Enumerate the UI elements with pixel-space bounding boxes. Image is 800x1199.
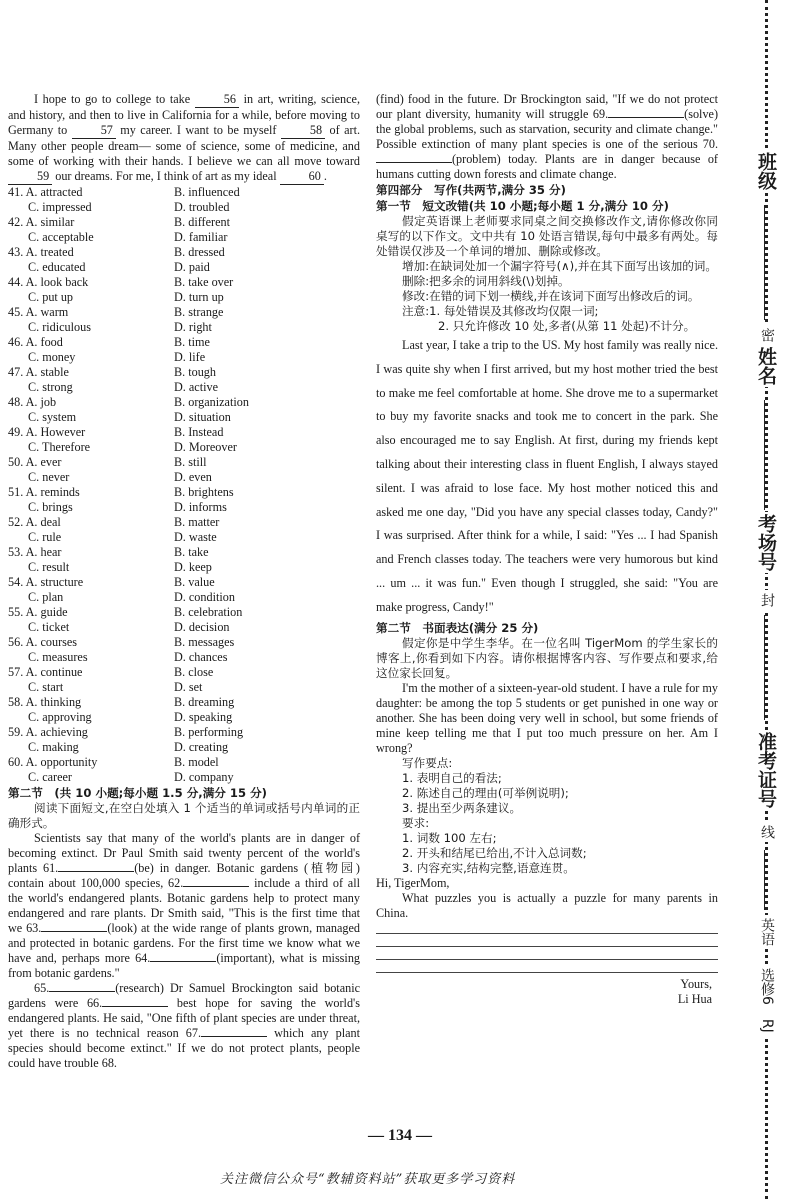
- option-a: 50. A. ever: [8, 455, 62, 469]
- option-c: C. measures: [28, 650, 88, 664]
- option-a: 56. A. courses: [8, 635, 78, 649]
- option-c: C. plan: [28, 590, 64, 604]
- writing-points: 写作要点: 1. 表明自己的看法; 2. 陈述自己的理由(可举例说明); 3. 提出至少两条建议。 要求: 1. 词数 100 左右; 2. 开头和结尾已给出,不计入总词数; 3. 内容充实,结构完整,语意连贯。: [402, 755, 587, 875]
- answer-lines: [376, 921, 718, 973]
- option-d: D. speaking: [174, 710, 233, 724]
- opening-line: What puzzles you is actually a puzzle for many parents in China.: [376, 890, 718, 920]
- option-row: [8, 365, 360, 380]
- room-field-line: [764, 615, 765, 720]
- grammar-paragraph-1: Scientists say that many of the world's plants are in danger of becoming extinct. Dr Paul Smith said twenty percent of the world's plants 61. (be) in danger. Botanic gardens (植物园) contain about 100,000 species, 62. include a third of all the world's endangered plants. Botanic gardens help to protect many endangered and rare plants. Dr Smith said, "This is the first time that we 63. (look) at the wide range of plants grown, managed and protected in botanic gardens. For the first time we know what we have and, perhaps more 64. (important), what is missing from botanic gardens.": [8, 831, 361, 980]
- binding-strip: [727, 0, 800, 1199]
- option-a: 57. A. continue: [8, 665, 83, 679]
- option-b: B. messages: [174, 635, 235, 649]
- option-row: [8, 530, 360, 545]
- name-label: 姓名: [753, 345, 780, 387]
- option-c: C. Therefore: [28, 440, 91, 454]
- option-row: [8, 740, 360, 755]
- option-d: D. paid: [174, 260, 210, 274]
- option-row: [8, 350, 360, 365]
- option-a: 41. A. attracted: [8, 185, 83, 199]
- option-d: D. right: [174, 320, 212, 334]
- option-d: D. condition: [174, 590, 235, 604]
- option-d: D. decision: [174, 620, 230, 634]
- option-d: D. waste: [174, 530, 217, 544]
- option-row: [8, 575, 360, 590]
- writing-section-header: 第二节 书面表达(满分 25 分): [376, 620, 539, 635]
- seat-label: 准考证号: [753, 730, 780, 810]
- option-a: 45. A. warm: [8, 305, 69, 319]
- option-row: [8, 290, 360, 305]
- subject-label: 英语: [757, 915, 777, 949]
- option-row: [8, 545, 360, 560]
- error-correction-intro: 假定英语课上老师要求同桌之间交换修改作文,请你修改你同桌写的以下作文。文中共有 10 处语言错误,每句中最多有两处。每处错误仅涉及一个单词的增加、删除或修改。: [376, 214, 718, 258]
- option-row: [8, 305, 360, 320]
- option-row: [8, 260, 360, 275]
- note-1: 注意:1. 每处错误及其修改均仅限一词;: [402, 304, 599, 318]
- grammar-section-header: 第二节 (共 10 小题;每小题 1.5 分,满分 15 分): [8, 786, 267, 800]
- option-row: [8, 440, 360, 455]
- option-row: [8, 665, 360, 680]
- option-row: [8, 560, 360, 575]
- option-c: C. never: [28, 470, 70, 484]
- answer-line: [376, 921, 718, 934]
- option-c: C. making: [28, 740, 79, 754]
- option-b: B. dreaming: [174, 695, 235, 709]
- book-label: 选修6 RJ: [757, 965, 777, 1036]
- option-b: B. time: [174, 335, 210, 349]
- option-c: C. approving: [28, 710, 92, 724]
- option-row: [8, 200, 360, 215]
- greeting: Hi, TigerMom,: [376, 875, 450, 890]
- option-row: [8, 605, 360, 620]
- cloze-passage-end: I hope to go to college to take 56 in art, writing, science, and history, and then to live in California for a while, before moving to Germany to 57 my career. I want to be myself 58 of art. Many other people dream— some of science, some of medicine, and some of working with their hands. I believe we can all move toward 59 our dreams. For me, I think of art as my ideal 60 .: [8, 92, 361, 183]
- option-d: D. informs: [174, 500, 227, 514]
- option-d: D. keep: [174, 560, 212, 574]
- option-b: B. still: [174, 455, 207, 469]
- option-row: [8, 185, 360, 200]
- option-b: B. different: [174, 215, 230, 229]
- option-b: B. take: [174, 545, 209, 559]
- option-d: D. situation: [174, 410, 231, 424]
- error-correction-essay: Last year, I take a trip to the US. My host family was really nice. I was quite shy when I first arrived, but my host mother tried the best to make me feel comfortable at home. She drove me to a supermarket to buy my favorite snacks and took me to concert in the park. She also encouraged me to say English. At first, during my friends kept talking about their interesting class in fluent English, I always stayed silent. I was afraid to lose face. My host mother noticed this and asked me one day, "Did you have any special classes today, Candy?" I was surprised. After think for a while, I said: "Yes ... I had Spanish and French classes today. The teachers were very humorous but kind ... um ... it was fun." Even though I struggled, she said: "You are make progress, Candy!": [376, 338, 718, 614]
- option-a: 47. A. stable: [8, 365, 69, 379]
- option-row: [8, 395, 360, 410]
- page-number: — 134 —: [368, 1127, 432, 1144]
- option-row: [8, 470, 360, 485]
- left-column: [8, 92, 360, 1071]
- room-label: 考场号: [753, 512, 780, 573]
- option-row: [8, 620, 360, 635]
- option-row: [8, 710, 360, 725]
- answer-line: [376, 960, 718, 973]
- option-b: B. dressed: [174, 245, 225, 259]
- grammar-paragraph-2-continued: (find) food in the future. Dr Brockington said, "If we do not protect our plant diversity, humanity will struggle 69. (solve) the global problems, such as starvation, security and climate change." Possible extinction of many plant species is one of the serious 70.(problem) today. Plants are in danger because of humans cutting down forests and climate change.: [376, 92, 718, 181]
- option-a: 59. A. achieving: [8, 725, 88, 739]
- option-a: 51. A. reminds: [8, 485, 80, 499]
- option-c: C. ticket: [28, 620, 70, 634]
- option-b: B. organization: [174, 395, 249, 409]
- option-b: B. model: [174, 755, 219, 769]
- option-b: B. Instead: [174, 425, 224, 439]
- class-field-line: [764, 205, 765, 320]
- option-row: [8, 770, 360, 785]
- option-c: C. acceptable: [28, 230, 94, 244]
- option-row: [8, 335, 360, 350]
- option-d: D. troubled: [174, 200, 230, 214]
- option-a: 42. A. similar: [8, 215, 75, 229]
- closing: Yours,: [680, 976, 712, 991]
- option-row: [8, 245, 360, 260]
- option-row: [8, 590, 360, 605]
- error-correction-header: 第一节 短文改错(共 10 小题;每小题 1 分,满分 10 分): [376, 199, 669, 213]
- rule-modify: 修改:在错的词下划一横线,并在该词下面写出修改后的词。: [402, 289, 700, 303]
- option-d: D. chances: [174, 650, 228, 664]
- option-c: C. ridiculous: [28, 320, 91, 334]
- rule-add: 增加:在缺词处加一个漏字符号(∧),并在其下面写出该加的词。: [402, 259, 717, 273]
- option-a: 55. A. guide: [8, 605, 68, 619]
- option-a: 49. A. However: [8, 425, 86, 439]
- rule-delete: 删除:把多余的词用斜线(\)划掉。: [402, 274, 570, 288]
- option-row: [8, 425, 360, 440]
- option-row: [8, 725, 360, 740]
- cloze-options: [8, 185, 360, 785]
- option-row: [8, 380, 360, 395]
- option-c: C. put up: [28, 290, 74, 304]
- option-row: [8, 515, 360, 530]
- seal-feng: 封: [757, 590, 777, 610]
- answer-line: [376, 934, 718, 947]
- option-row: [8, 455, 360, 470]
- option-c: C. rule: [28, 530, 62, 544]
- option-row: [8, 320, 360, 335]
- option-b: B. brightens: [174, 485, 234, 499]
- name-field-line: [764, 400, 765, 510]
- option-row: [8, 485, 360, 500]
- option-a: 43. A. treated: [8, 245, 74, 259]
- option-b: B. take over: [174, 275, 234, 289]
- option-a: 54. A. structure: [8, 575, 84, 589]
- option-a: 48. A. job: [8, 395, 57, 409]
- writing-intro: 假定你是中学生李华。在一位名叫 TigerMom 的学生家长的博客上,你看到如下内容。请你根据博客内容、写作要点和要求,给这位家长回复。: [376, 635, 718, 680]
- option-d: D. life: [174, 350, 206, 364]
- option-b: B. matter: [174, 515, 220, 529]
- option-c: C. result: [28, 560, 70, 574]
- option-a: 60. A. opportunity: [8, 755, 98, 769]
- option-d: D. active: [174, 380, 218, 394]
- right-column: [376, 92, 718, 1007]
- option-d: D. creating: [174, 740, 229, 754]
- option-row: [8, 755, 360, 770]
- signature-name: Li Hua: [677, 991, 712, 1006]
- footer-note: 关注微信公众号“教辅资料站”获取更多学习资料: [220, 1172, 516, 1187]
- option-a: 46. A. food: [8, 335, 63, 349]
- option-c: C. impressed: [28, 200, 92, 214]
- option-row: [8, 680, 360, 695]
- seat-field-line: [764, 850, 765, 910]
- option-b: B. performing: [174, 725, 244, 739]
- part4-header: 第四部分 写作(共两节,满分 35 分): [376, 183, 566, 197]
- option-b: B. celebration: [174, 605, 243, 619]
- seal-mi: 密: [757, 325, 777, 345]
- option-d: D. familiar: [174, 230, 228, 244]
- grammar-paragraph-2: 65. (research) Dr Samuel Brockington said botanic gardens were 66. best hope for saving the world's endangered plants. He said, "One fifth of plant species are under threat, yet there is no technical reason 67. which any plant species should become extinct." If we do not protect plants, people could have trouble 68.: [8, 981, 360, 1070]
- option-d: D. turn up: [174, 290, 224, 304]
- option-b: B. influenced: [174, 185, 240, 199]
- option-a: 53. A. hear: [8, 545, 62, 559]
- option-row: [8, 275, 360, 290]
- option-c: C. strong: [28, 380, 73, 394]
- option-row: [8, 635, 360, 650]
- answer-line: [376, 947, 718, 960]
- option-row: [8, 215, 360, 230]
- option-b: B. tough: [174, 365, 216, 379]
- option-a: 58. A. thinking: [8, 695, 82, 709]
- option-d: D. company: [174, 770, 234, 784]
- option-row: [8, 500, 360, 515]
- note-2: 2. 只允许修改 10 处,多者(从第 11 处起)不计分。: [438, 319, 696, 333]
- option-c: C. brings: [28, 500, 73, 514]
- option-c: C. career: [28, 770, 72, 784]
- grammar-instruction: 阅读下面短文,在空白处填入 1 个适当的单词或括号内单词的正确形式。: [8, 801, 360, 830]
- seal-xian: 线: [757, 822, 777, 842]
- option-c: C. money: [28, 350, 76, 364]
- option-c: C. start: [28, 680, 64, 694]
- option-b: B. close: [174, 665, 214, 679]
- option-d: D. set: [174, 680, 203, 694]
- blog-post: I'm the mother of a sixteen-year-old student. I have a rule for my daughter: be among the top 5 students or get punished in one way or another. She has been doing very well in school, but some friends of mine keep telling me that I put too much pressure on her. Am I wrong?: [376, 680, 718, 755]
- option-c: C. system: [28, 410, 77, 424]
- option-row: [8, 410, 360, 425]
- option-d: D. Moreover: [174, 440, 237, 454]
- option-b: B. strange: [174, 305, 224, 319]
- option-row: [8, 650, 360, 665]
- option-row: [8, 230, 360, 245]
- option-b: B. value: [174, 575, 215, 589]
- option-c: C. educated: [28, 260, 86, 274]
- option-row: [8, 695, 360, 710]
- option-a: 52. A. deal: [8, 515, 61, 529]
- option-d: D. even: [174, 470, 212, 484]
- option-a: 44. A. look back: [8, 275, 89, 289]
- class-label: 班级: [753, 150, 780, 192]
